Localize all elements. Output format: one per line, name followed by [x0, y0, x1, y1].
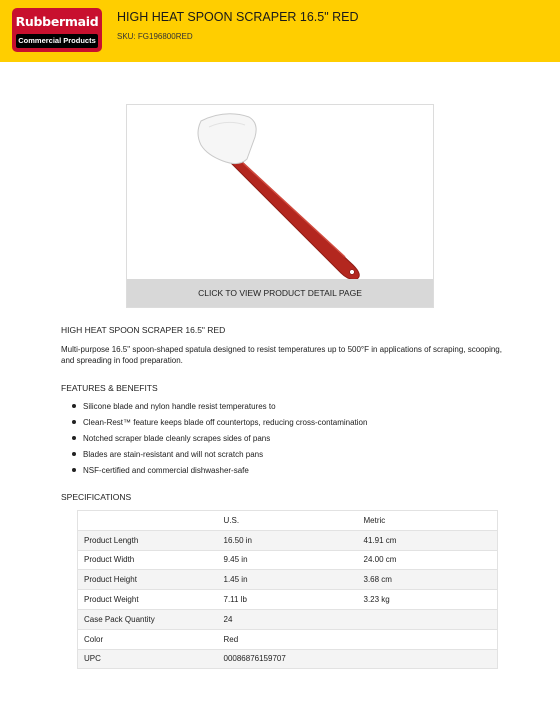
specifications-table	[77, 510, 498, 669]
spec-us-value: Red	[218, 629, 358, 649]
view-detail-button[interactable]: CLICK TO VIEW PRODUCT DETAIL PAGE	[127, 279, 433, 307]
page-title: HIGH HEAT SPOON SCRAPER 16.5" RED	[117, 10, 359, 24]
product-image-card[interactable]	[126, 104, 434, 308]
spec-metric-value	[358, 609, 498, 629]
spec-label: Product Height	[78, 570, 218, 590]
column-header-metric: Metric	[358, 511, 498, 531]
spec-label: UPC	[78, 649, 218, 669]
table-row	[78, 649, 498, 669]
brand-logo[interactable]	[12, 8, 102, 52]
spec-us-value: 24	[218, 609, 358, 629]
product-description: Multi-purpose 16.5" spoon-shaped spatula designed to resist temperatures up to 500°F in applications of scraping, scooping, and spreading in food preparation.	[61, 345, 502, 365]
spec-label: Color	[78, 629, 218, 649]
feature-item: NSF-certified and commercial dishwasher-safe	[68, 465, 367, 481]
table-row	[78, 629, 498, 649]
spec-us-value: 7.11 lb	[218, 590, 358, 610]
feature-item: Blades are stain-resistant and will not scratch pans	[68, 449, 367, 465]
spec-us-value: 16.50 in	[218, 530, 358, 550]
table-row	[78, 570, 498, 590]
feature-item: Clean-Rest™ feature keeps blade off countertops, reducing cross-contamination	[68, 417, 367, 433]
features-heading: FEATURES & BENEFITS	[61, 383, 158, 393]
spec-us-value: 1.45 in	[218, 570, 358, 590]
table-row	[78, 609, 498, 629]
product-name: HIGH HEAT SPOON SCRAPER 16.5" RED	[61, 325, 226, 335]
table-row	[78, 550, 498, 570]
spec-metric-value	[358, 649, 498, 669]
features-list	[68, 401, 367, 481]
spec-metric-value: 3.23 kg	[358, 590, 498, 610]
column-header-us: U.S.	[218, 511, 358, 531]
header-bar	[0, 0, 560, 62]
spec-metric-value: 41.91 cm	[358, 530, 498, 550]
logo-subtitle: Commercial Products	[18, 36, 96, 45]
table-row	[78, 590, 498, 610]
spec-label: Product Weight	[78, 590, 218, 610]
feature-item: Notched scraper blade cleanly scrapes sides of pans	[68, 433, 367, 449]
spec-us-value: 00086876159707	[218, 649, 358, 669]
logo-wordmark: Rubbermaid	[15, 14, 99, 29]
spec-label: Product Length	[78, 530, 218, 550]
spatula-image	[127, 105, 435, 281]
spec-label: Product Width	[78, 550, 218, 570]
specifications-heading: SPECIFICATIONS	[61, 492, 132, 502]
spec-label: Case Pack Quantity	[78, 609, 218, 629]
table-header-row	[78, 511, 498, 531]
table-row	[78, 530, 498, 550]
column-header-label	[78, 511, 218, 531]
spec-metric-value	[358, 629, 498, 649]
spec-metric-value: 3.68 cm	[358, 570, 498, 590]
spec-us-value: 9.45 in	[218, 550, 358, 570]
spec-metric-value: 24.00 cm	[358, 550, 498, 570]
product-sku: SKU: FG196800RED	[117, 32, 193, 41]
feature-item: Silicone blade and nylon handle resist temperatures to	[68, 401, 367, 417]
